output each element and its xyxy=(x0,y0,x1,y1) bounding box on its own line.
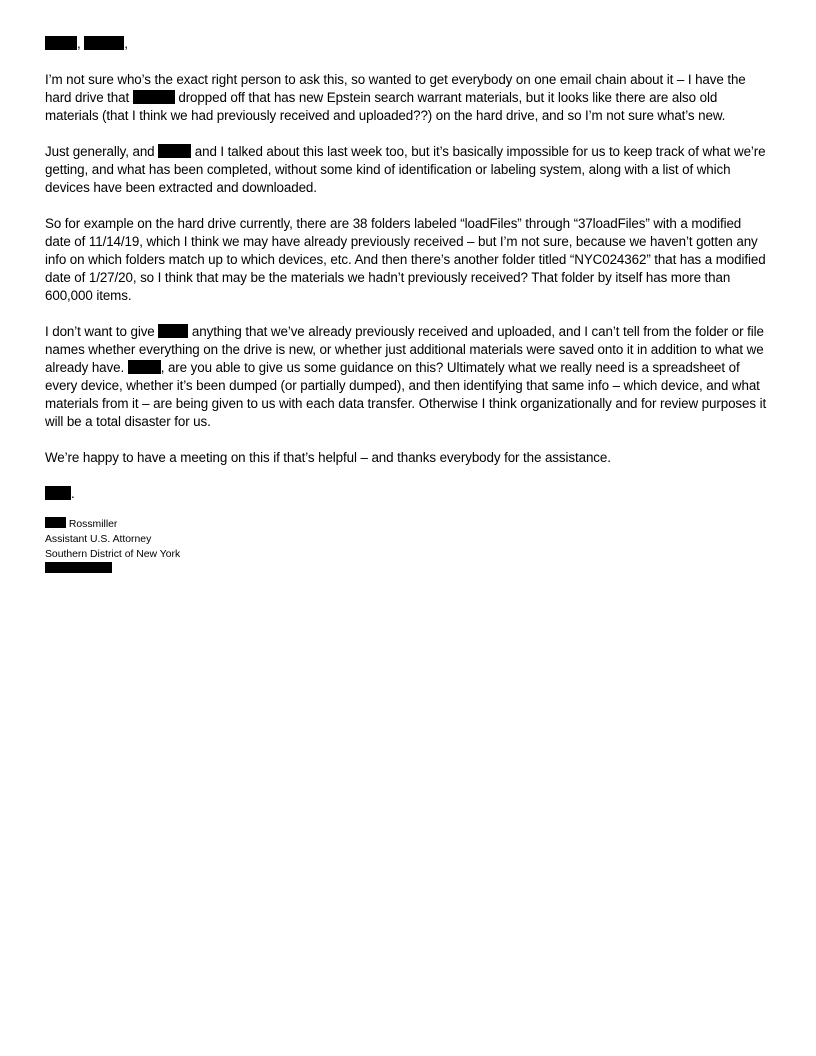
redacted-contact xyxy=(45,562,112,573)
paragraph-text: I don’t want to give xyxy=(45,324,159,339)
signoff xyxy=(45,485,770,503)
signature-contact xyxy=(45,562,770,577)
signature-block xyxy=(45,517,770,577)
paragraph-closing xyxy=(45,449,770,467)
redacted-first-name xyxy=(45,517,66,528)
paragraph-text: , are you able to give us some guidance on this? Ultimately what we really need is a spreadsheet of every device, whether it’s been dumped (or partially dumped), and then identifying that same info – which device, and what materials from it – are being given to us with each data transfer. Otherwise I think organizationally and for review purposes it will be a total disaster for us. xyxy=(45,360,767,429)
signature-title: Assistant U.S. Attorney xyxy=(45,534,152,545)
redacted-name xyxy=(84,36,124,50)
greeting xyxy=(45,35,770,53)
signoff-trailing: . xyxy=(71,486,75,501)
redacted-name xyxy=(158,144,191,158)
signature-surname: Rossmiller xyxy=(66,519,118,530)
paragraph-folders xyxy=(45,215,770,305)
paragraph-text: Just generally, and xyxy=(45,144,159,159)
redacted-name xyxy=(128,360,161,374)
redacted-name xyxy=(45,36,77,50)
paragraph-hard-drive xyxy=(45,71,770,125)
paragraph-text: I’m not sure who’s the exact right person to ask this, so wanted to get everybody on one email chain about it – I have the hard drive that xyxy=(45,72,746,105)
greeting-separator: , xyxy=(77,36,81,51)
redacted-name xyxy=(133,90,175,104)
paragraph-text: So for example on the hard drive currently, there are 38 folders labeled “loadFiles” through “37loadFiles” with a modified date of 11/14/19, which I think we may have already previously received – but I’m not sure, because we haven’t gotten any info on which folders match up to which devices, etc. And then there’s another folder titled “NYC024362” that has a modified date of 1/27/20, so I think that may be the materials we hadn’t previously received? That folder by itself has more than 600,000 items. xyxy=(45,216,766,303)
redacted-name xyxy=(158,324,188,338)
paragraph-request xyxy=(45,323,770,431)
email-body xyxy=(45,35,770,577)
paragraph-text: and I talked about this last week too, but it’s basically impossible for us to keep track of what we’re getting, and what has been completed, without some kind of identification or labeling system, along with a list of which devices have been extracted and downloaded. xyxy=(45,144,766,195)
redacted-initials xyxy=(45,486,71,500)
signature-office: Southern District of New York xyxy=(45,549,181,560)
greeting-trailing: , xyxy=(124,36,128,51)
paragraph-text: We’re happy to have a meeting on this if that’s helpful – and thanks everybody for the assistance. xyxy=(45,450,611,465)
paragraph-text: anything that we’ve already previously received and uploaded, and I can’t tell from the folder or file names whether everything on the drive is new, or whether just additional materials were saved onto it in addition to what we already have. xyxy=(45,324,764,375)
paragraph-tracking xyxy=(45,143,770,197)
paragraph-text: dropped off that has new Epstein search warrant materials, but it looks like there are also old materials (that I think we had previously received and uploaded??) on the hard drive, and so I’m not sure what’s new. xyxy=(45,90,726,123)
signature-name xyxy=(45,517,770,532)
